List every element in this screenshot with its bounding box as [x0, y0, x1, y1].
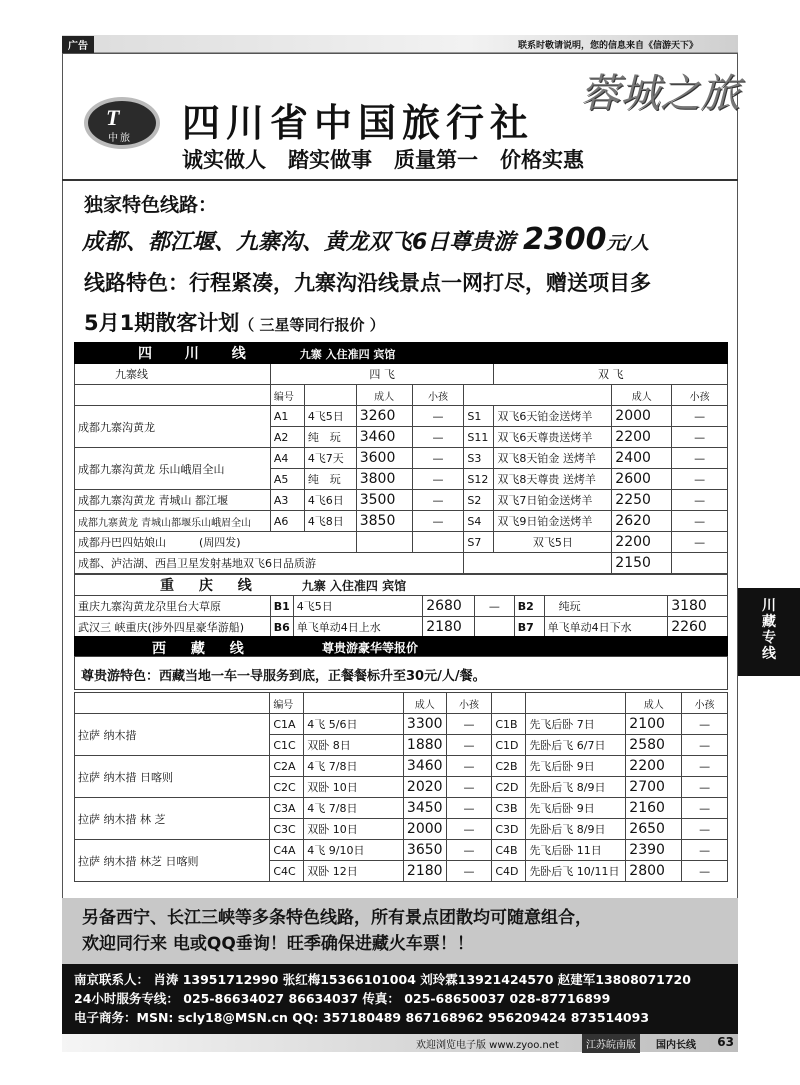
child-price: —: [412, 427, 464, 448]
adult-price: 3600: [356, 448, 412, 469]
adult-price: 2200: [612, 532, 672, 553]
child-price: —: [672, 469, 728, 490]
code: C4B: [492, 840, 526, 861]
adult-price: 2160: [626, 798, 682, 819]
route-note: (周四发): [199, 536, 241, 549]
desc: 4飞5日: [304, 406, 356, 427]
child-price: —: [682, 819, 728, 840]
child-price: —: [672, 490, 728, 511]
code: S1: [464, 406, 494, 427]
desc: 4飞7天: [304, 448, 356, 469]
code: B7: [514, 617, 544, 638]
slogan: [182, 144, 606, 174]
child-price: —: [446, 777, 492, 798]
code: B6: [270, 617, 293, 638]
slogan-1: 诚实做人: [182, 148, 266, 172]
code: A5: [270, 469, 304, 490]
code: S3: [464, 448, 494, 469]
plan-subtitle: （ 三星等同行报价 ）: [239, 316, 385, 334]
desc: 双卧 10日: [304, 819, 404, 840]
desc: 4飞8日: [304, 511, 356, 532]
child-price: —: [446, 798, 492, 819]
adult-price: 3460: [403, 756, 446, 777]
child-price: —: [412, 448, 464, 469]
tibet-note: 尊贵游豪华等报价: [322, 641, 419, 655]
adult-price: 2400: [612, 448, 672, 469]
desc: 纯玩: [544, 596, 668, 617]
code: C1D: [492, 735, 526, 756]
adult-price: 3300: [403, 714, 446, 735]
h-child: 小孩: [446, 693, 492, 714]
logo-mark: T: [106, 105, 120, 130]
code: C4C: [270, 861, 304, 882]
code: C2A: [270, 756, 304, 777]
slogan-2: 踏实做事: [288, 148, 372, 172]
tibet-header: [74, 636, 728, 656]
desc: 先卧后飞 8/9日: [526, 819, 626, 840]
adult-price: 2250: [612, 490, 672, 511]
vip-features: 尊贵游特色：西藏当地一车一导服务到底，正餐餐标升至30元/人/餐。: [74, 656, 728, 690]
adult-price: 2180: [423, 617, 475, 638]
ecommerce: 电子商务：MSN: scly18@MSN.cn QQ: 357180489 867168962 956209424 873514093: [74, 1010, 650, 1025]
company-name: 四川省中国旅行社: [182, 101, 535, 145]
sichuan-table: [74, 342, 728, 574]
code: A2: [270, 427, 304, 448]
child-price: —: [682, 861, 728, 882]
route-price: 2300: [522, 222, 607, 257]
child-price: —: [672, 427, 728, 448]
site-link[interactable]: 欢迎浏览电子版 www.zyoo.net: [416, 1040, 559, 1051]
adult-price: 3460: [356, 427, 412, 448]
tab-char-1: 川: [762, 598, 776, 614]
adult-price: 3800: [356, 469, 412, 490]
chongqing-note: 九寨 入住准四 宾馆: [301, 579, 407, 593]
adult-price: 2100: [626, 714, 682, 735]
child-price: —: [446, 840, 492, 861]
code: C2B: [492, 756, 526, 777]
h-adult: 成人: [403, 693, 446, 714]
adult-price: 2000: [612, 406, 672, 427]
sichuan-title: 四 川 线: [138, 346, 260, 362]
desc: 先卧后飞 10/11日: [526, 861, 626, 882]
adult-price: 2700: [626, 777, 682, 798]
desc: 先卧后飞 8/9日: [526, 777, 626, 798]
desc: 双飞8天铂金 送烤羊: [494, 448, 612, 469]
desc: 先飞后卧 9日: [526, 756, 626, 777]
code: C4D: [492, 861, 526, 882]
adult-price: 2650: [626, 819, 682, 840]
desc: 单飞单动4日上水: [293, 617, 422, 638]
code: A3: [270, 490, 304, 511]
adult-price: 1880: [403, 735, 446, 756]
desc: 先飞后卧 9日: [526, 798, 626, 819]
h-code: 编号: [270, 385, 304, 406]
child-price: —: [446, 756, 492, 777]
adult-price: 3450: [403, 798, 446, 819]
brand-calligraphy: 蓉城之旅: [580, 71, 740, 116]
desc: 先飞后卧 7日: [526, 714, 626, 735]
code: C1A: [270, 714, 304, 735]
adult-price: 2150: [612, 553, 672, 574]
desc: 4飞5日: [293, 596, 422, 617]
hotline: 24小时服务专线： 025-86634027 86634037 传真： 025-68650037 028-87716899: [74, 991, 611, 1006]
tab-char-2: 藏: [762, 614, 776, 630]
adult-price: 2000: [403, 819, 446, 840]
child-price: —: [412, 490, 464, 511]
desc: 纯 玩: [304, 469, 356, 490]
desc: 双飞7日铂金送烤羊: [494, 490, 612, 511]
contact-footer: [62, 964, 738, 1034]
child-price: —: [672, 511, 728, 532]
desc: 4飞 7/8日: [304, 798, 404, 819]
child-price: —: [446, 735, 492, 756]
slogan-3: 质量第一: [394, 148, 478, 172]
adult-price: 3850: [356, 511, 412, 532]
desc: 双卧 8日: [304, 735, 404, 756]
section-tab: [738, 588, 800, 676]
col-route: 九寨线: [75, 364, 271, 385]
desc: 4飞6日: [304, 490, 356, 511]
desc: 双飞8天尊贵 送烤羊: [494, 469, 612, 490]
child-price: —: [672, 448, 728, 469]
route-name: 成都九寨沟黄龙 乐山峨眉全山: [75, 448, 271, 490]
adult-price: 2680: [423, 596, 475, 617]
code: C1C: [270, 735, 304, 756]
adult-price: 2600: [612, 469, 672, 490]
adult-price: 2260: [668, 617, 728, 638]
code: S4: [464, 511, 494, 532]
featured-route: [82, 222, 649, 257]
page-number: 63: [717, 1035, 734, 1049]
ad-tag: 广告: [62, 36, 94, 53]
adult-price: 3180: [668, 596, 728, 617]
h-child: 小孩: [412, 385, 464, 406]
child-price: —: [682, 756, 728, 777]
child-price: —: [682, 798, 728, 819]
route-name: 成都、泸沽湖、西昌卫星发射基地双飞6日品质游: [75, 553, 464, 574]
desc: 4飞 9/10日: [304, 840, 404, 861]
route-name: [75, 532, 357, 553]
col-four-fly: 四 飞: [270, 364, 494, 385]
child-price: —: [682, 777, 728, 798]
child-price: —: [682, 714, 728, 735]
adult-price: 2620: [612, 511, 672, 532]
route-name: 拉萨 纳木措 林 芝: [75, 798, 270, 840]
route-name: 拉萨 纳木措 林芝 日喀则: [75, 840, 270, 882]
logo-text: 中旅: [108, 133, 132, 144]
child-price: —: [475, 596, 515, 617]
desc: 双飞5日: [494, 532, 612, 553]
adult-price: 3260: [356, 406, 412, 427]
child-price: —: [672, 406, 728, 427]
code: S2: [464, 490, 494, 511]
route-name: 成都九寨沟黄龙: [75, 406, 271, 448]
top-banner: [62, 35, 738, 53]
promo-line-2: 欢迎同行来 电或QQ垂询！旺季确保进藏火车票！！: [82, 934, 474, 954]
tab-char-4: 线: [762, 646, 776, 662]
child-price: —: [682, 840, 728, 861]
price-unit: 元/人: [606, 233, 650, 254]
route-label: 成都丹巴四姑娘山: [78, 536, 166, 549]
chongqing-title: 重 庆 线: [160, 578, 262, 594]
sichuan-note: 九寨 入住准四 宾馆: [299, 348, 396, 361]
code: B1: [270, 596, 293, 617]
child-price: —: [412, 469, 464, 490]
code: A1: [270, 406, 304, 427]
child-price: —: [412, 406, 464, 427]
col-double-fly: 双 飞: [494, 364, 728, 385]
code: S11: [464, 427, 494, 448]
code: S12: [464, 469, 494, 490]
route-name: 成都、都江堰、九寨沟、黄龙双飞6日尊贵游: [82, 230, 516, 255]
bottom-bar: [62, 1034, 738, 1052]
code: A4: [270, 448, 304, 469]
contacts: 南京联系人： 肖涛 13951712990 张红梅15366101004 刘玲霖13921424570 赵建军13808071720: [74, 972, 691, 987]
h-child-2: 小孩: [682, 693, 728, 714]
edition-badge: 江苏皖南版: [582, 1034, 640, 1053]
desc: 双飞6天铂金送烤羊: [494, 406, 612, 427]
logo: [84, 97, 160, 149]
h-adult-2: 成人: [612, 385, 672, 406]
adult-price: 2200: [626, 756, 682, 777]
adult-price: 2580: [626, 735, 682, 756]
source-notice: 联系时敬请说明，您的信息来自《信游天下》: [517, 41, 698, 51]
route-name: 重庆九寨沟黄龙尕里台大草原: [75, 596, 271, 617]
section-label: 国内长线: [656, 1040, 696, 1051]
code: C3B: [492, 798, 526, 819]
child-price: —: [446, 714, 492, 735]
adult-price: 2180: [403, 861, 446, 882]
child-price: —: [682, 735, 728, 756]
child-price: —: [446, 819, 492, 840]
child-price: —: [672, 532, 728, 553]
route-name: 成都九寨沟黄龙 青城山 都江堰: [75, 490, 271, 511]
desc: 双卧 12日: [304, 861, 404, 882]
desc: 纯 玩: [304, 427, 356, 448]
code: A6: [270, 511, 304, 532]
code: C3D: [492, 819, 526, 840]
child-price: —: [412, 511, 464, 532]
plan-title: [84, 307, 385, 337]
code: C1B: [492, 714, 526, 735]
adult-price: 3650: [403, 840, 446, 861]
desc: 先卧后飞 6/7日: [526, 735, 626, 756]
route-features: 线路特色：行程紧凑，九寨沟沿线景点一网打尽，赠送项目多: [84, 271, 651, 295]
adult-price: 2800: [626, 861, 682, 882]
code: C2C: [270, 777, 304, 798]
slogan-4: 价格实惠: [500, 148, 584, 172]
child-price: —: [446, 861, 492, 882]
desc: 先飞后卧 11日: [526, 840, 626, 861]
desc: 双飞6天尊贵送烤羊: [494, 427, 612, 448]
desc: 4飞 5/6日: [304, 714, 404, 735]
adult-price: 2390: [626, 840, 682, 861]
adult-price: 2020: [403, 777, 446, 798]
desc: 双飞9日铂金送烤羊: [494, 511, 612, 532]
code: C2D: [492, 777, 526, 798]
code: C4A: [270, 840, 304, 861]
promo-line-1: 另备西宁、长江三峡等多条特色线路，所有景点团散均可随意组合，: [82, 908, 592, 928]
plan-label: 5月1期散客计划: [84, 311, 240, 335]
desc: 双卧 10日: [304, 777, 404, 798]
feature-heading: 独家特色线路：: [84, 194, 218, 216]
tibet-table: [74, 692, 728, 882]
route-name: 拉萨 纳木措 日喀则: [75, 756, 270, 798]
tibet-title: 西 藏 线: [152, 641, 254, 657]
tab-char-3: 专: [762, 630, 776, 646]
code: C3A: [270, 798, 304, 819]
chongqing-table: [74, 574, 728, 638]
code: B2: [514, 596, 544, 617]
route-name: 武汉三 峡重庆(涉外四星豪华游船): [75, 617, 271, 638]
adult-price: 2200: [612, 427, 672, 448]
code: S7: [464, 532, 494, 553]
h-adult: 成人: [356, 385, 412, 406]
desc: 4飞 7/8日: [304, 756, 404, 777]
h-code: 编号: [270, 693, 304, 714]
route-name: 成都九寨黄龙 青城山都堰乐山峨眉全山: [75, 511, 271, 532]
h-adult-2: 成人: [626, 693, 682, 714]
desc: 单飞单动4日下水: [544, 617, 668, 638]
adult-price: 3500: [356, 490, 412, 511]
code: C3C: [270, 819, 304, 840]
h-child-2: 小孩: [672, 385, 728, 406]
promo-footer: [62, 898, 738, 964]
route-name: 拉萨 纳木措: [75, 714, 270, 756]
